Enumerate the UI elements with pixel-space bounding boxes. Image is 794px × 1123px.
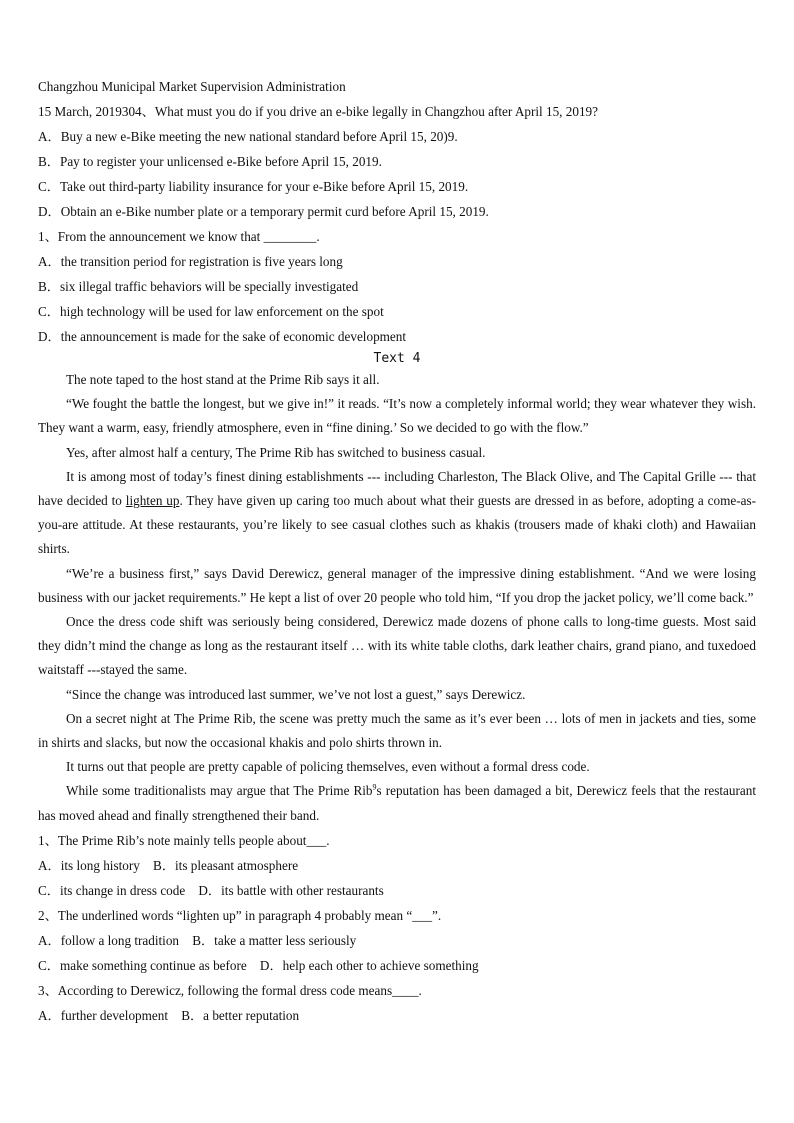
option-b: B．Pay to register your unlicensed e-Bike before April 15, 2019. [38,154,382,169]
option-b: B．six illegal traffic behaviors will be specially investigated [38,279,359,294]
option-row: A．its long history B．its pleasant atmosphere [38,857,299,873]
superscript-mark: 9 [372,783,377,793]
paragraph-9: It turns out that people are pretty capable of policing themselves, even without a formal dress code. [66,759,590,775]
option-c: C．Take out third-party liability insurance for your e-Bike before April 15, 2019. [38,179,469,194]
option-a: A．the transition period for registration is five years long [38,254,343,269]
paragraph-4-part-2: . They have given up caring too much about what their guests are dressed in as before, adopting a come-as-you-are attitude. At these restaurants, you’re likely to see casual clothes such as khakis (trousers made of khaki cloth) and Hawaiian shirts. [38,493,756,557]
paragraph-2: “We fought the battle the longest, but we give in!” it reads. “It’s now a completely informal world; they wear whatever they wish. They want a warm, easy, friendly atmosphere, even in “fine dining.’ So we decided to go with the flow.” [38,396,756,436]
underlined-phrase: lighten up [125,493,180,509]
option-row: A．further development B．a better reputation [38,1007,300,1023]
question-stem: 1、From the announcement we know that ________. [38,229,320,244]
paragraph-6: Once the dress code shift was seriously being considered, Derewicz made dozens of phone calls to long-time guests. Most said they didn’t mind the change as long as the restaurant itself … with its white table cloths, dark leather chairs, grand piano, and tuxedoed waitstaff ---stayed the same. [38,614,756,678]
paragraph-5: “We’re a business first,” says David Derewicz, general manager of the impressive dining establishment. “And we were losing business with our jacket requirements.” He kept a list of over 20 people who told him, “If you drop the jacket policy, we’ll come back.” [38,565,756,605]
question-stem: 1、The Prime Rib’s note mainly tells people about___. [38,832,330,848]
option-row: C．its change in dress code D．its battle with other restaurants [38,882,384,898]
document-page [38,74,756,1028]
paragraph-10-part-1: While some traditionalists may argue that The Prime Rib [66,783,373,799]
option-d: D．the announcement is made for the sake of economic development [38,329,407,344]
question-stem: 15 March, 2019304、What must you do if you drive an e-bike legally in Changzhou after April 15, 2019? [38,104,598,119]
paragraph-3: Yes, after almost half a century, The Prime Rib has switched to business casual. [66,444,486,460]
paragraph-10-part-2: s reputation has been damaged a bit, Derewicz feels that the restaurant has moved ahead and finally strengthened their band. [38,783,757,823]
option-row: C．make something continue as before D．help each other to achieve something [38,957,479,973]
question-stem: 3、According to Derewicz, following the formal dress code means____. [38,982,422,998]
paragraph-4 [38,465,756,562]
option-row: A．follow a long tradition B．take a matter less seriously [38,932,357,948]
option-d: D．Obtain an e-Bike number plate or a temporary permit curd before April 15, 2019. [38,204,489,219]
paragraph-7: “Since the change was introduced last summer, we’ve not lost a guest,” says Derewicz. [66,686,526,702]
organization-name: Changzhou Municipal Market Supervision Administration [38,79,346,94]
question-stem: 2、The underlined words “lighten up” in paragraph 4 probably mean “___”. [38,907,442,923]
option-a: A．Buy a new e-Bike meeting the new national standard before April 15, 20)9. [38,129,458,144]
option-c: C．high technology will be used for law enforcement on the spot [38,304,384,319]
paragraph-8: On a secret night at The Prime Rib, the scene was pretty much the same as it’s ever been … lots of men in jackets and ties, some in shirts and slacks, but now the occasional khakis and polo shirts thrown in. [38,710,756,751]
paragraph-10 [38,779,756,827]
passage-title: Text 4 [373,351,421,366]
paragraph-1: The note taped to the host stand at the Prime Rib says it all. [66,372,380,387]
paragraph-4-part-1: It is among most of today’s finest dining establishments --- including Charleston, The Black Olive, and The Capital Grille --- that have decided to [38,468,756,509]
